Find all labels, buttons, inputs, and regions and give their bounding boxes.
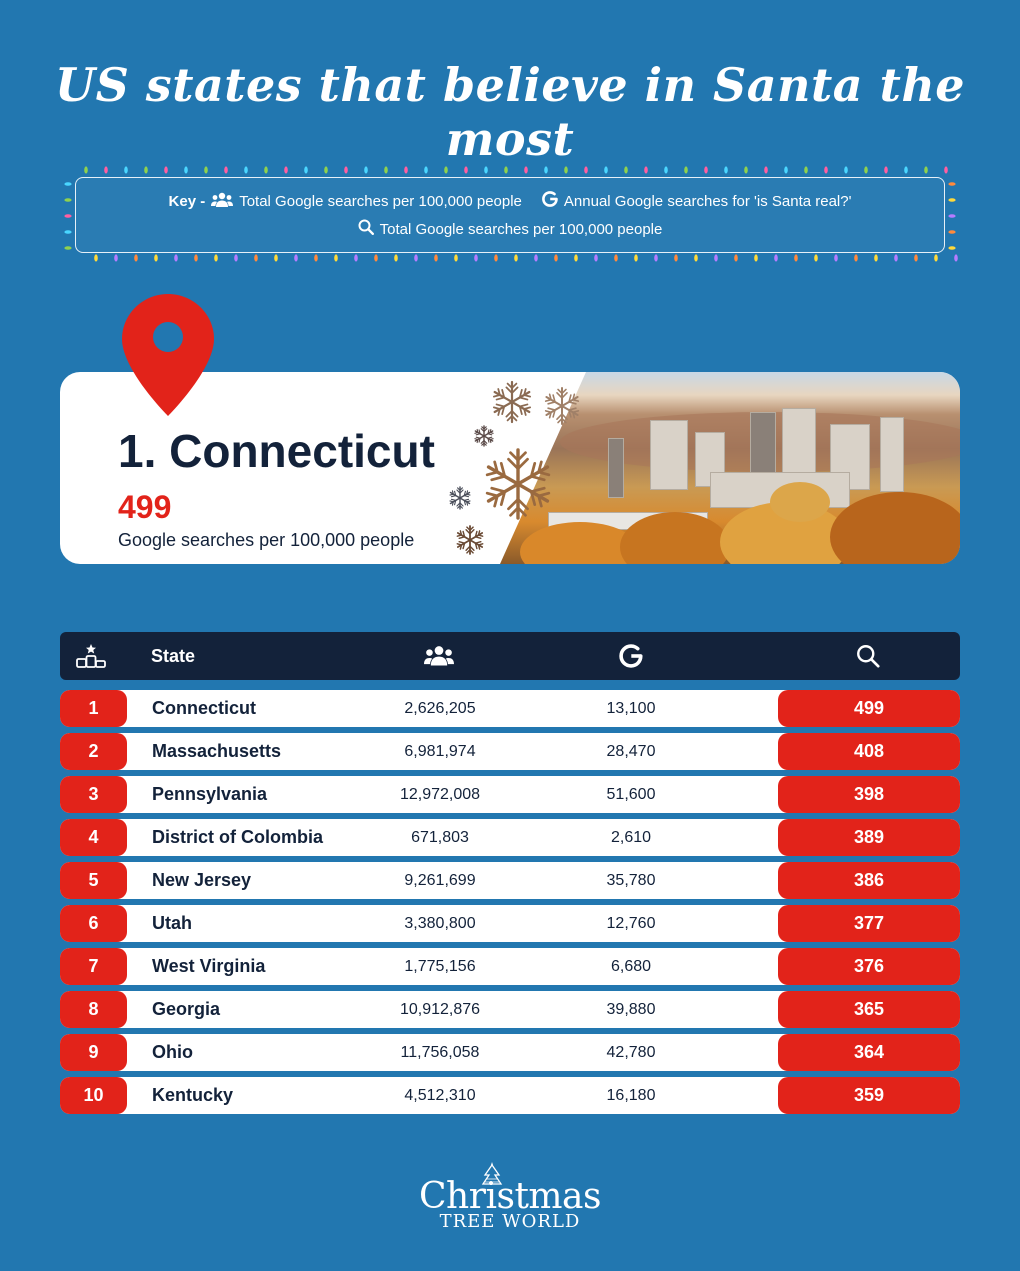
key-legend <box>75 177 945 253</box>
score-badge: 398 <box>778 776 960 813</box>
table-row <box>60 776 960 813</box>
searches-cell: 28,470 <box>606 742 656 760</box>
people-icon <box>424 632 454 680</box>
state-name: Kentucky <box>152 1085 234 1105</box>
page-title: US states that believe in Santa the most <box>54 58 966 166</box>
searches-cell: 39,880 <box>606 1000 656 1018</box>
population-cell: 671,803 <box>411 828 469 846</box>
table-row <box>60 690 960 727</box>
searches-cell: 6,680 <box>610 957 652 975</box>
table-row <box>60 819 960 856</box>
population-cell: 9,261,699 <box>404 871 476 889</box>
key-item-search: Total Google searches per 100,000 people <box>379 220 663 238</box>
score-badge: 389 <box>778 819 960 856</box>
logo-subtitle: TREE WORLD <box>439 1211 581 1232</box>
key-line-1 <box>76 191 944 212</box>
population-cell: 12,972,008 <box>399 785 481 803</box>
state-name: Utah <box>152 913 192 933</box>
score-badge: 386 <box>778 862 960 899</box>
google-g-icon <box>619 632 643 680</box>
searches-cell: 12,760 <box>606 914 656 932</box>
state-name: Georgia <box>152 999 221 1019</box>
rank-badge: 1 <box>60 690 127 727</box>
score-badge: 359 <box>778 1077 960 1114</box>
population-cell: 6,981,974 <box>404 742 476 760</box>
state-name: West Virginia <box>152 956 266 976</box>
searches-cell: 51,600 <box>606 785 656 803</box>
population-cell: 1,775,156 <box>404 957 476 975</box>
logo-wordmark: Christmas <box>419 1176 601 1217</box>
rank-badge: 2 <box>60 733 127 770</box>
population-cell: 2,626,205 <box>404 699 476 717</box>
rank-badge: 5 <box>60 862 127 899</box>
score-badge: 377 <box>778 905 960 942</box>
population-cell: 11,756,058 <box>400 1043 480 1061</box>
table-row <box>60 1077 960 1114</box>
brand-logo <box>0 1162 1020 1232</box>
searches-cell: 2,610 <box>610 828 652 846</box>
rank-badge: 10 <box>60 1077 127 1114</box>
table-row <box>60 905 960 942</box>
population-cell: 4,512,310 <box>404 1086 476 1104</box>
searches-cell: 35,780 <box>606 871 656 889</box>
score-badge: 365 <box>778 991 960 1028</box>
table-header <box>60 632 960 680</box>
searches-cell: 42,780 <box>606 1043 656 1061</box>
rank-badge: 6 <box>60 905 127 942</box>
featured-caption: Google searches per 100,000 people <box>118 530 415 550</box>
snowflakes-decoration <box>440 372 590 564</box>
key-item-google: Annual Google searches for 'is Santa real?' <box>563 193 852 210</box>
state-name: Connecticut <box>152 698 257 718</box>
map-pin-icon <box>120 292 216 420</box>
podium-icon <box>76 632 106 680</box>
population-cell: 3,380,800 <box>404 914 476 932</box>
table-row <box>60 862 960 899</box>
score-badge: 499 <box>778 690 960 727</box>
header-state: State <box>151 645 196 666</box>
state-name: District of Colombia <box>152 827 324 847</box>
rank-badge: 9 <box>60 1034 127 1071</box>
searches-cell: 13,100 <box>606 699 656 717</box>
rank-badge: 3 <box>60 776 127 813</box>
searches-cell: 16,180 <box>606 1086 656 1104</box>
key-line-2 <box>76 219 944 239</box>
table-row <box>60 991 960 1028</box>
search-icon <box>856 632 880 680</box>
google-g-icon <box>542 191 558 212</box>
population-cell: 10,912,876 <box>399 1000 481 1018</box>
featured-value: 499 <box>118 489 172 525</box>
score-badge: 408 <box>778 733 960 770</box>
table-row <box>60 948 960 985</box>
score-badge: 364 <box>778 1034 960 1071</box>
rank-badge: 8 <box>60 991 127 1028</box>
table-row <box>60 733 960 770</box>
people-icon <box>211 192 233 212</box>
featured-rank-title: 1. Connecticut <box>118 425 435 477</box>
state-name: Pennsylvania <box>152 784 268 804</box>
key-label: Key - <box>168 193 206 210</box>
key-item-people: Total Google searches per 100,000 people <box>239 193 522 210</box>
state-name: New Jersey <box>152 870 252 890</box>
score-badge: 376 <box>778 948 960 985</box>
table-row <box>60 1034 960 1071</box>
rank-badge: 7 <box>60 948 127 985</box>
search-icon <box>358 219 374 239</box>
state-name: Massachusetts <box>152 741 282 761</box>
rank-badge: 4 <box>60 819 127 856</box>
state-name: Ohio <box>152 1042 193 1062</box>
